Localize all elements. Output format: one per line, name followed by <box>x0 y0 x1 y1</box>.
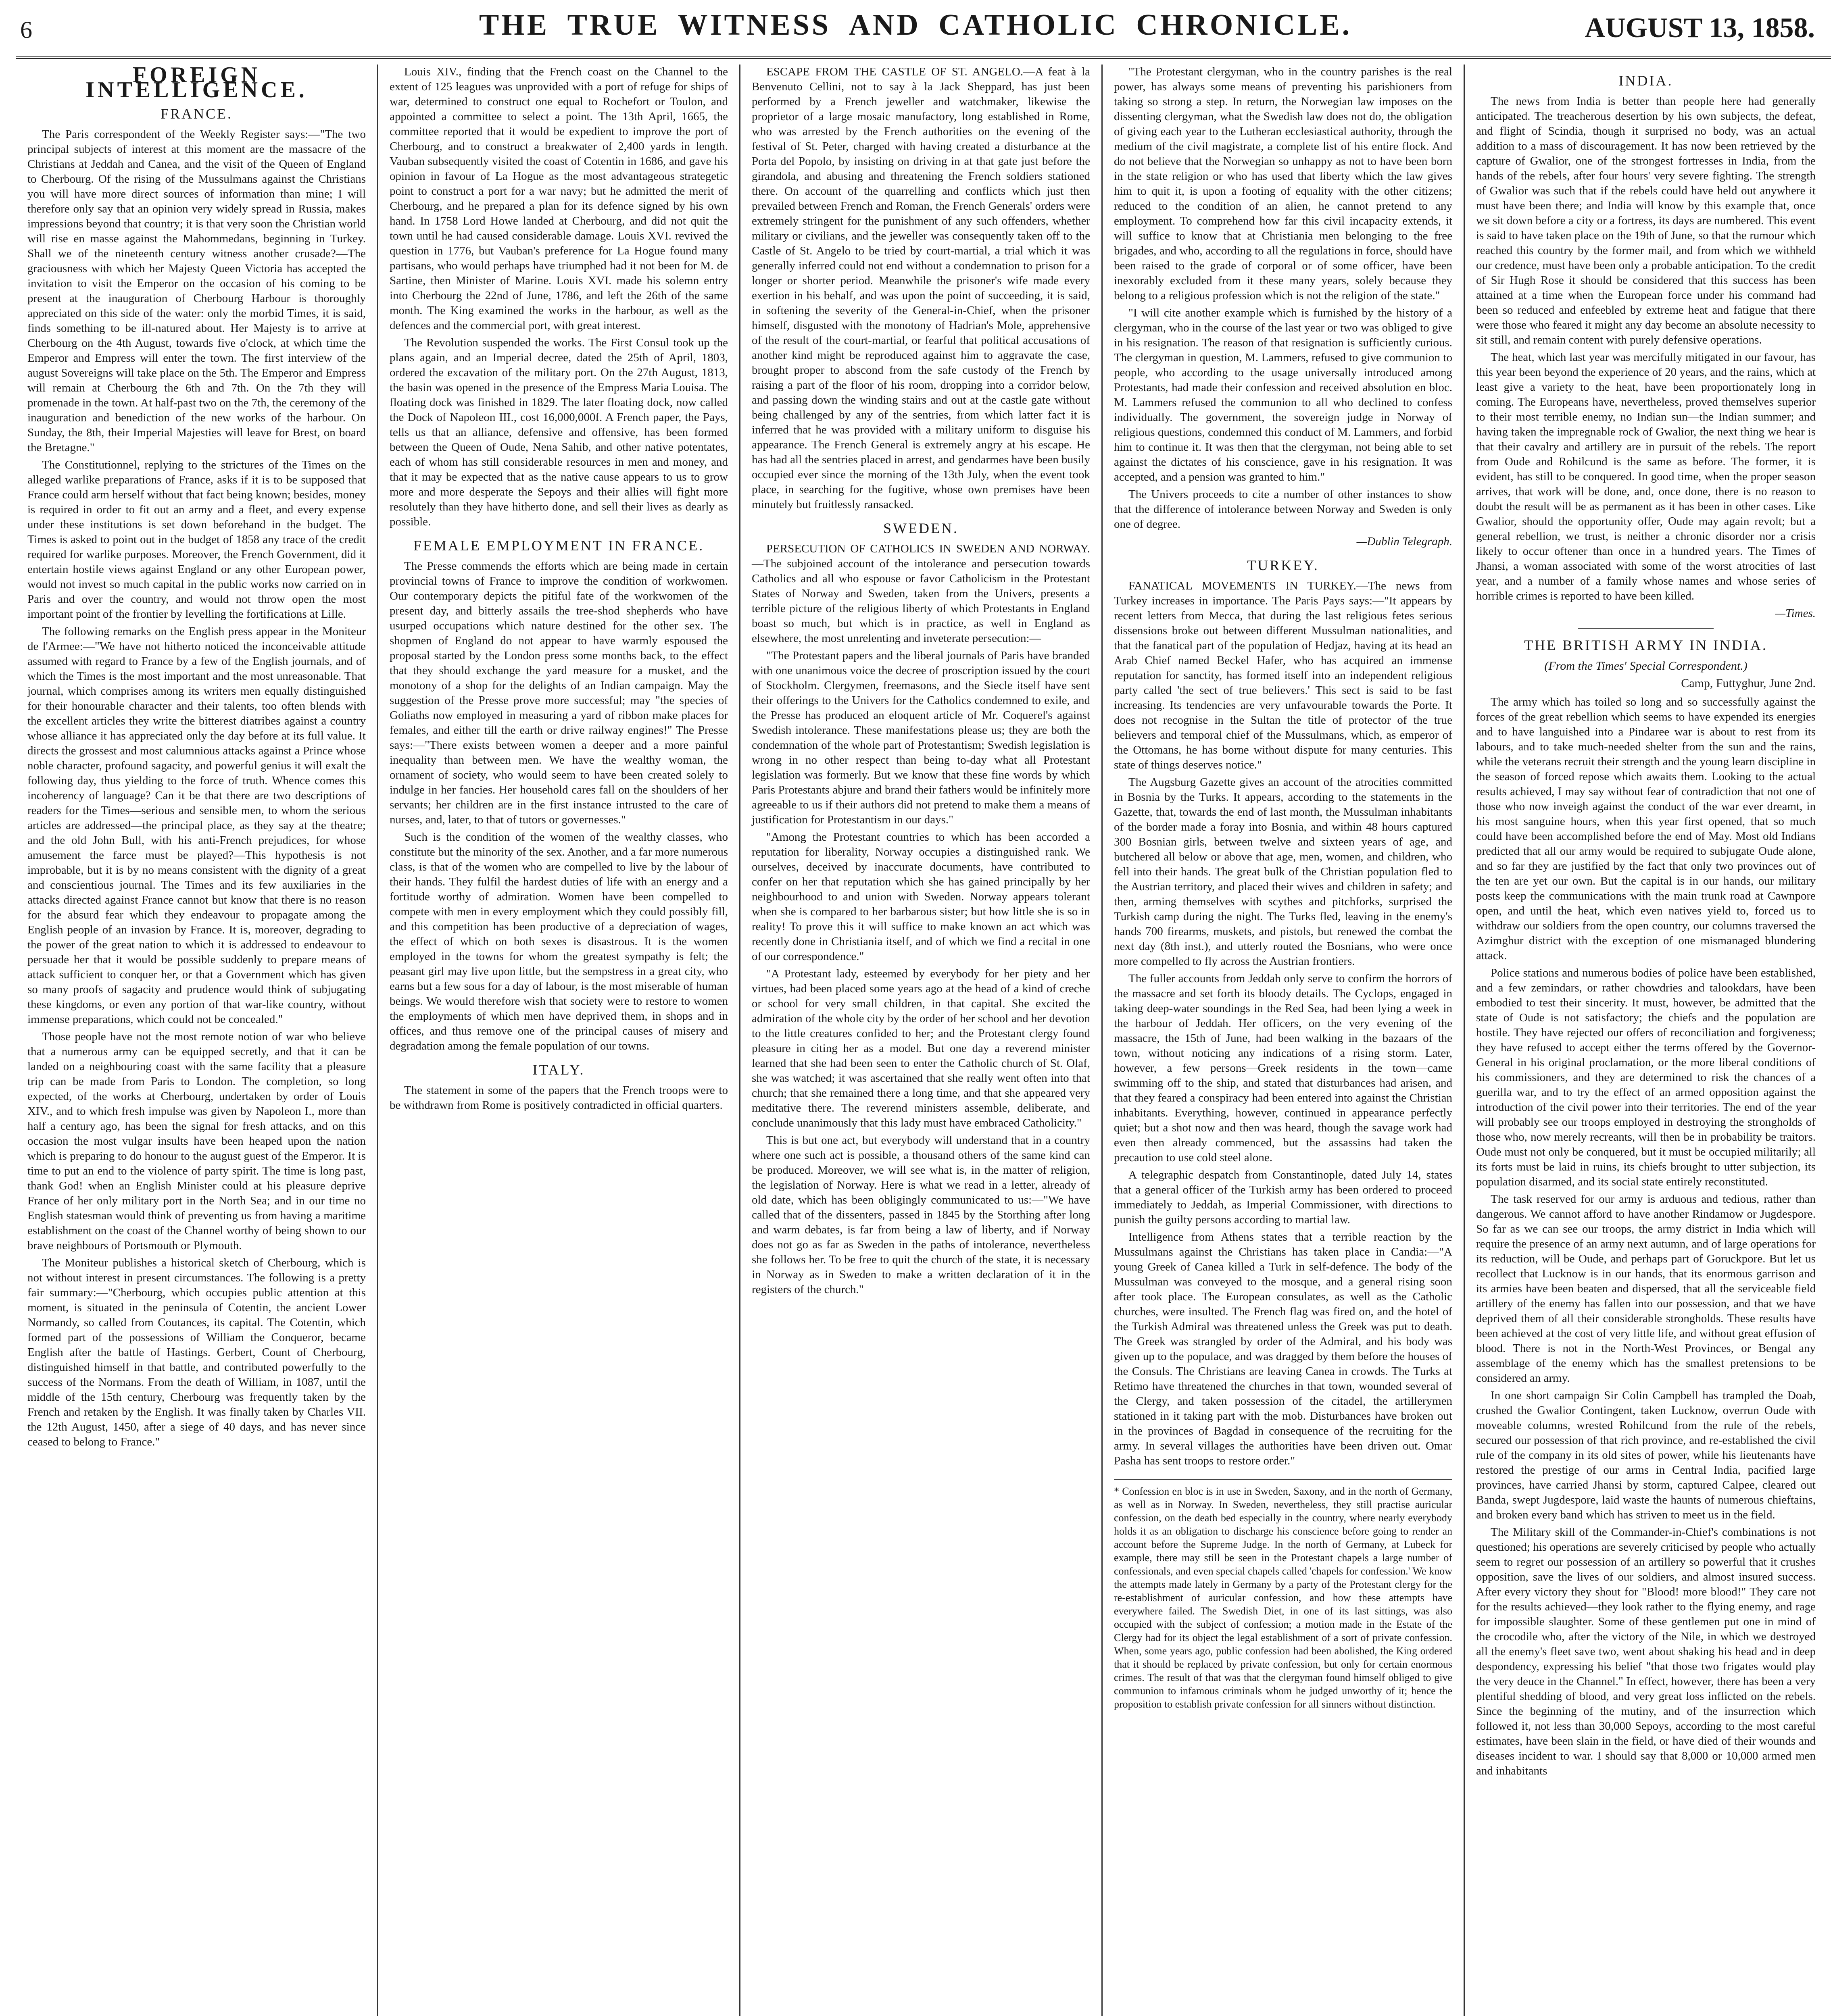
subsection-title: INDIA. <box>1618 73 1673 89</box>
title-word: THE <box>479 8 550 42</box>
article-paragraph: "I will cite another example which is furnished by the history of a clergyman, who in the course of the last year or two was obliged to give in his resignation. The reason of that resignation is sufficiently curious. The clergyman in question, M. Lammers, refused to give communion to people, who according to the usage universally introduced among Protestants, had made their confession and received absolution en bloc. M. Lammers refused the communion to all who declined to confess individually. The government, the sovereign judge in Norway of religious questions, condemned this conduct of M. Lammers, and forbid him to continue it. It was then that the clergyman, not being able to set against the dictates of his conscience, gave in his resignation. It was accepted, and a pension was granted to him." <box>1114 306 1452 483</box>
newspaper-title <box>242 8 1589 42</box>
article-paragraph: The Revolution suspended the works. The First Consul took up the plans again, and an Imperial decree, dated the 25th of April, 1803, ordered the excavation of the military port. On the 27th August, 1813, the basin was opened in the presence of the Empress Maria Louisa. The floating dock was finished in 1829. The later floating dock, now called the Dock of Napoleon III., cost 16,000,000f. A French paper, the Pays, tells us that an alliance, defensive and offensive, has been formed between the Queen of Oude, Nena Sahib, and other native potentates, each of whom has still considerable resources in men and money, and that it may be expected that as the native cause appears to us to grow more and more desperate the Sepoys and their allies will fight more resolutely than they have hitherto done, and sell their lives as dearly as possible. <box>390 336 728 528</box>
article-paragraph: A telegraphic despatch from Constantinople, dated July 14, states that a general officer of the Turkish army has been ordered to proceed immediately to Jeddah, as Imperial Commissioner, with directions to punish the guilty persons according to martial law. <box>1114 1168 1452 1226</box>
title-word: CHRONICLE. <box>1136 8 1352 42</box>
issue-date: AUGUST 13, 1858. <box>1585 12 1815 44</box>
subsection-title: TURKEY. <box>1247 557 1319 573</box>
page-number: 6 <box>20 17 32 43</box>
article-paragraph: The Univers proceeds to cite a number of other instances to show that the difference of intolerance between Norway and Sweden is only one of degree. <box>1114 488 1452 531</box>
article-paragraph: "The Protestant papers and the liberal journals of Paris have branded with one unanimous voice the decree of proscription issued by the court of Stockholm. Clergymen, freemasons, and the Siecle itself have sent their offerings to the Univers for the Catholics condemned to exile, and the Presse has produced an eloquent article of Mr. Coquerel's against Swedish intolerance. These manifestations please us; they are both the condemnation of the whole part of Protestantism; Swedish legislation is wrong in no other respect than being to-day what all Protestant legislation was formerly. But we know that these fine words by which Paris Protestants abjure and brand their fathers would be infinitely more agreeable to us if their authors did not pretend to make them a means of justification for Protestantism in our days." <box>752 649 1090 826</box>
article-paragraph: Such is the condition of the women of the wealthy classes, who constitute but the minority of the sex. Another, and a far more numerous class, is that of the women who are compelled to live by the labour of their hands. They fulfil the hardest duties of life with an energy and a fortitude worthy of admiration. Women have been compelled to compete with men in every employment which they could possibly fill, and this competition has been productive of a depreciation of wages, the effect of which on both sexes is disastrous. It is the women employed in the towns for whom the greatest sympathy is felt; the peasant girl may live upon little, but the sempstress in a great city, who earns but a few sous for a day of labour, is the most miserable of human beings. We would therefore wish that society were to restore to women the employments of which men have deprived them, in shops and in offices, and thus remove one of the principal causes of misery and degradation among the female population of our towns. <box>390 831 728 1052</box>
subsection-title: SWEDEN. <box>883 520 959 536</box>
column-4 <box>1103 65 1465 2016</box>
article-paragraph: The army which has toiled so long and so successfully against the forces of the great rebellion which seems to have expended its energies and to have languished into a Pindaree war is about to rest from its labours, and to take much-needed shelter from the sun and the rains, while the veterans recruit their strength and the young learn discipline in the season of forced repose which awaits them. Looking to the actual results achieved, I may say without fear of contradiction that not one of those who now inveigh against the conduct of the war ever dreamt, in his most sanguine hours, when this year first opened, that so much could have been accomplished before the end of May. Most old Indians predicted that all our army would be required to subjugate Oude alone, and so far they are justified by the fact that only two provinces out of the ten are yet our own. But the capital is in our hands, our military posts keep the communications with the main trunk road at Cawnpore open, and until the heat, which even natives yield to, forced us to withdraw our soldiers from the open country, our columns traversed the Azimghur district with the exception of one mismanaged blundering attack. <box>1476 696 1816 962</box>
article-paragraph: The Paris correspondent of the Weekly Register says:—"The two principal subjects of interest at this moment are the massacre of the Christians at Jeddah and Canea, and the visit of the Queen of England to Cherbourg. Of the rising of the Mussulmans against the Christians you will have more direct sources of information than mine; I will therefore only say that an opinion very widely spread in Russia, makes impressions beyond that country; it is that very soon the Christian world will rise en masse against the Mahommedans, beginning in Turkey. Shall we of the nineteenth century witness another crusade?—The graciousness with which her Majesty Queen Victoria has accepted the invitation to visit the Emperor on the occasion of his coming to be present at the inauguration of Cherbourg Harbour is thoroughly appreciated on this side of the water: only the morbid Times, it is said, finds something to be ill-natured about. Her Majesty is to arrive at Cherbourg on the 4th August, towards five o'clock, at which time the Emperor and Empress will enter the town. The first interview of the august Sovereigns will take place on the 5th. The Emperor and Empress will remain at Cherbourg the 6th and 7th. On the 7th they will promenade in the town. At half-past two on the 7th, the ceremony of the inauguration and benediction of the new works of the harbour. On Sunday, the 8th, their Imperial Majesties will leave for Brest, on board the Bretagne." <box>27 128 366 454</box>
column-2 <box>378 65 740 2016</box>
article-signoff: —Times. <box>1775 607 1816 620</box>
article-paragraph: The Moniteur publishes a historical sketch of Cherbourg, which is not without interest in present circumstances. The following is a pretty fair summary:—"Cherbourg, which occupies public attention at this moment, is situated in the peninsula of Cotentin, the ancient Lower Normandy, so called from Coutances, its capital. The Cotentin, which formed part of the possessions of William the Conqueror, became English after the battle of Hastings. Gerbert, Count of Cherbourg, distinguished himself in that battle, and contributed powerfully to the success of the Normans. From the death of William, in 1087, until the middle of the 15th century, Cherbourg was frequently taken by the French and retaken by the English. It was finally taken by Charles VII. the 12th August, 1450, after a siege of 40 days, and has never since ceased to belong to France." <box>27 1256 366 1448</box>
article-paragraph: Intelligence from Athens states that a terrible reaction by the Mussulmans against the Christians has taken place in Candia:—"A young Greek of Canea killed a Turk in self-defence. The body of the Mussulman was conveyed to the mosque, and a general rising soon after took place. The European consulates, as well as the Catholic churches, were insulted. The French flag was fired on, and the hotel of the Turkish Admiral was threatened unless the Greek was put to death. The Greek was strangled by order of the Admiral, and his body was given up to the populace, and was dragged by them before the houses of the Consuls. The Christians are leaving Canea in crowds. The Turks at Retimo have threatened the churches in that town, wounded several of the Clergy, and taken possession of the citadel, the artillerymen stationed in it taking part with the mob. Disturbances have broken out in the provinces of Bagdad in consequence of the recruiting for the army. In several villages the authorities have been driven out. Omar Pasha has sent troops to restore order." <box>1114 1231 1452 1467</box>
byline: (From the Times' Special Correspondent.) <box>1544 659 1748 673</box>
subsection-title: ITALY. <box>532 1062 585 1078</box>
article-paragraph: The following remarks on the English press appear in the Moniteur de l'Armee:—"We have not hitherto noticed the inconceivable attitude assumed with regard to France by a few of the English journals, and of which the Times is the most important and the most unreasonable. That journal, which comprises among its writers men equally distinguished for their honourable character and their talents, too often blends with the excellent articles they write the bitterest diatribes against a country whose alliance it has appreciated only the day before at its full value. It directs the grossest and most calumnious attacks against a Prince whose noble character, profound sagacity, and powerful genius it will exalt the following day, thus yielding to the force of truth. Whence comes this incoherency of language? Can it be that there are two descriptions of readers for the Times—serious and sensible men, to whom the serious articles are addressed—the principal place, as they say at the theatre; and the old John Bull, with his anti-French prejudices, for whose amusement the farce must be played?—This hypothesis is not improbable, but it is by no means consistent with the dignity of a great and conscientious journal. The Times and its few auxiliaries in the attacks directed against France cannot but know that there is no reason for the absurd fear which they endeavour to propagate among the English people of an invasion by France. It is, moreover, degrading to the power of the great nation to which it is addressed to endeavour to persuade her that it would be possible suddenly to prepare means of attack sufficient to conquer her, or that a Government which has given so many proofs of sagacity and prudence would think of subjugating these kingdoms, or even any portion of that war-like country, without immense preparations, which could not be concealed." <box>27 625 366 1026</box>
title-word: TRUE <box>567 8 660 42</box>
title-word: AND <box>849 8 921 42</box>
article-signoff: —Dublin Telegraph. <box>1356 535 1452 548</box>
column-1 <box>16 65 378 2016</box>
article-paragraph: "A Protestant lady, esteemed by everybody for her piety and her virtues, had been placed some years ago at the head of a kind of creche or school for very small children, in that capital. She excited the admiration of the whole city by the order of her school and her devotion to the little creatures confided to her; and the Protestant clergy found pleasure in citing her as a model. But one day a reverend minister learned that she had been seen to enter the Catholic church of St. Olaf, she was watched; it was ascertained that she really went often into that church; that she remained there a long time, and that she appeared very meditative there. The reverend ministers assemble, deliberate, and conclude unanimously that this lady must have embraced Catholicity." <box>752 967 1090 1129</box>
article-paragraph: The Military skill of the Commander-in-Chief's combinations is not questioned; his operations are severely criticised by people who actually seem to regret our possession of an artillery so powerful that it crushes opposition, save the lives of our soldiers, and almost insured success. After every victory they shout for "Blood! more blood!" They care not for the results achieved—they look rather to the flying enemy, and rage for impossible slaughter. Some of these gentlemen put one in mind of the crocodile who, after the victory of the Nile, in which we destroyed all the enemy's fleet save two, went about shaking his head and in deep despondency, expressing his belief "that those two frigates would play the very deuce in the Channel." In effect, however, there has been a very plentiful shedding of blood, and very great loss inflicted on the rebels. Since the beginning of the mutiny, and of the insurrection which followed it, not less than 30,000 Sepoys, according to the most careful estimates, have been slain in the field, or have died of their wounds and diseases incident to war. I should say that 8,000 or 10,000 armed men and inhabitants <box>1476 1526 1816 1777</box>
article-paragraph: "The Protestant clergyman, who in the country parishes is the real power, has always some means of preventing his parishioners from taking so strong a step. In return, the Norwegian law imposes on the dissenting clergyman, what the Swedish law does not do, the obligation of giving each year to the Lutheran ecclesiastical authority, through the medium of the civil magistrate, a complete list of his entire flock. And do not believe that the Norwegian so unhappy as not to have been born in the state religion or who has used that liberty which the law gives him to quit it, is upon a footing of equality with the other citizens; reduced to the condition of an alien, he cannot pretend to any employment. To comprehend how far this civil incapacity extends, it will suffice to know that at Christiania men belonging to the free brigades, and who, according to all the regulations in force, should have been raised to the grade of corporal or of some officer, have been inexorably excluded from it these many years, solely because they belong to a religious profession which is not the religion of the state." <box>1114 65 1452 302</box>
article-paragraph: ESCAPE FROM THE CASTLE OF ST. ANGELO.—A feat à la Benvenuto Cellini, not to say à la Jack Sheppard, has just been performed by a French jeweller and watchmaker, likewise the proprietor of a large mosaic manufactory, long established in Rome, who was arrested by the French authorities on the evening of the festival of St. Peter, charged with having created a disturbance at the Porta del Popolo, by insisting on driving in at that gate just before the girandola, and abusing and threatening the French soldiers stationed there. On account of the quarrelling and conflicts which just then prevailed between French and Roman, the French Generals' orders were extremely stringent for the punishment of any such offenders, whether military or civilians, and the jeweller was consequently taken off to the Castle of St. Angelo to be tried by court-martial, a trial which it was generally inferred could not end without a condemnation to prison for a longer or shorter period. Meanwhile the prisoner's wife made every exertion in his behalf, and was upon the point of succeeding, it is said, in softening the severity of the General-in-Chief, when the prisoner himself, disgusted with the monotony of Hadrian's Mole, apprehensive of the result of the court-martial, or fearful that political accusations of another kind might be reproduced against him to aggravate the case, brought proper to abscond from the safe custody of the French by raising a part of the floor of his room, dropping into a corridor below, and passing down the winding stairs and out at the castle gate without being challenged by any of the sentries, from which latter fact it is inferred that he was provided with a military uniform to disguise his appearance. The French General is extremely angry at his escape. He has had all the sentries placed in arrest, and gendarmes have been busily occupied ever since the morning of the 13th July, when the event took place, in searching for the fugitive, whose own premises have been minutely but fruitlessly ransacked. <box>752 65 1090 511</box>
article-paragraph: The heat, which last year was mercifully mitigated in our favour, has this year been beyond the experience of 20 years, and the rains, which at least give a variety to the heat, have been proportionately long in coming. The Europeans have, nevertheless, proved themselves superior to their most terrible enemy, no Indian sun—the Indian summer; and having taken the impregnable rock of Gwalior, the next thing we hear is that their cavalry and artillery are in pursuit of the rebels. The report from Oude and Rohilcund is the same as before. The former, it is evident, has still to be conquered. In good time, when the proper season arrives, that work will be done, and, once done, there is no reason to doubt the result will be as permanent as it has been in other cases. Like Gwalior, should the opportunity offer, Oude may again revolt; but a general rebellion, we trust, is neither a chronic disorder nor a crisis likely to occur oftener than once in a hundred years. The Times of Jhansi, a woman associated with some of the worst atrocities of last year, and a number of a family whose names and whose series of horrible crimes is reported to have been killed. <box>1476 351 1816 602</box>
divider <box>1578 628 1714 629</box>
subsection-title: FRANCE. <box>160 106 233 122</box>
masthead <box>16 0 1831 59</box>
title-word: WITNESS <box>678 8 831 42</box>
subsection-title: FEMALE EMPLOYMENT IN FRANCE. <box>413 537 705 554</box>
article-paragraph: The Presse commends the efforts which are being made in certain provincial towns of France to improve the condition of workwomen. Our contemporary depicts the pitiful fate of the workwomen of the present day, and bitterly assails the tree-shod shepherds who have usurped occupations which nature destined for the other sex. The shopmen of England do not appear to have warmly espoused the proposal started by the London press some months back, to the effect that they should exchange the yard measure for a musket, and the monotony of a shop for the delights of an Indian campaign. May the suggestion of the Presse prove more successful; may "the species of Goliaths now employed in measuring a yard of ribbon make places for females, and either till the earth or drive railway engines!" The Presse says:—"There exists between women a deeper and a more painful inequality than between men. We have the wealthy woman, the ornament of society, who would seem to have been created solely to indulge in her fancies. Her household cares fall on the shoulders of her servants; her children are in the first instance intrusted to the care of nurses, and, later, to that of tutors or governesses." <box>390 560 728 826</box>
dateline: Camp, Futtyghur, June 2nd. <box>1681 677 1816 690</box>
article-paragraph: The statement in some of the papers that the French troops were to be withdrawn from Rome is positively contradicted in official quarters. <box>390 1084 728 1112</box>
article-paragraph: This is but one act, but everybody will understand that in a country where one such act is possible, a thousand others of the same kind can be produced. Moreover, we will see what is, in the matter of religion, the legislation of Norway. Here is what we read in a letter, already of old date, which has been obligingly communicated to us:—"We have called that of the dissenters, passed in 1845 by the Storthing after long and warm debates, is far from being a law of liberty, and if Norway does not go as far as Sweden in the paths of intolerance, nevertheless she follows her. To be free to quit the church of the state, it is necessary in Norway as in Sweden to make a written declaration of it in the registers of the church." <box>752 1134 1090 1296</box>
article-paragraph: The fuller accounts from Jeddah only serve to confirm the horrors of the massacre and set forth its bloody details. The Cyclops, engaged in taking deep-water soundings in the Red Sea, had been lying a week in the harbour of Jeddah. Her officers, on the very evening of the massacre, the 15th of June, had been walking in the bazaars of the town, without noticing any indications of a rising storm. Later, however, a few persons—Greek residents in the town—came swimming off to the ship, and stated that disturbances had arisen, and that they feared a conspiracy had been entered into against the Christian inhabitants. Everything, however, continued in appearance perfectly quiet; but a shot now and then was heard, though the savage work had even then already commenced, but the assassins had taken the precaution to use cold steel alone. <box>1114 972 1452 1164</box>
subsection-title: THE BRITISH ARMY IN INDIA. <box>1524 637 1768 653</box>
title-word: CATHOLIC <box>938 8 1118 42</box>
article-paragraph: Police stations and numerous bodies of police have been established, and a few zemindars, or rather chowdries and talookdars, have been embodied to test their sincerity. It must, however, be admitted that the state of Oude is not satisfactory; the chiefs and the population are hostile. They have rejected our offers of reconciliation and forgiveness; they have refused to accept either the terms offered by the Governor-General in his original proclamation, or the more liberal conditions of his commissioners, and they are determined to risk the chances of a guerilla war, and to try the effect of an armed opposition against the introduction of the civil power into their territories. The end of the year will probably see our troops employed in destroying the strongholds of those who, now merely recreants, will then be in probability be traitors. Oude must not only be conquered, but it must be occupied militarily; all its forts must be laid in ruins, its chiefs brought to utter subjection, its population disarmed, and its social state entirely reconstituted. <box>1476 966 1816 1188</box>
article-paragraph: "Among the Protestant countries to which has been accorded a reputation for liberality, Norway occupies a distinguished rank. We ourselves, deceived by inaccurate documents, have contributed to confer on her that reputation which she has gained principally by her neighbourhood to and union with Sweden. Norway appears tolerant when she is compared to her barbarous sister; but how little she is so in reality! To prove this it will suffice to make known an act which was recently done in Christiania itself, and of which we find a recital in one of our correspondence." <box>752 831 1090 963</box>
article-paragraph: PERSECUTION OF CATHOLICS IN SWEDEN AND NORWAY.—The subjoined account of the intolerance and persecution towards Catholics and all who espouse or favor Catholicism in the Protestant States of Norway and Sweden, taken from the Univers, presents a terrible picture of the religious liberty of which Protestants in England boast so much, but which is in practice, as well in England as elsewhere, the most unrelenting and inveterate persecution:— <box>752 542 1090 645</box>
column-3 <box>740 65 1103 2016</box>
column-5 <box>1465 65 1827 2016</box>
article-paragraph: Those people have not the most remote notion of war who believe that a numerous army can be equipped secretly, and that it can be landed on a neighbouring coast with the same facility that a pleasure trip can be made from Paris to London. The completion, so long expected, of the works at Cherbourg, undertaken by order of Louis XIV., and to which fresh impulse was given by Napoleon I., more than half a century ago, has been the signal for fresh attacks, and on this occasion the most vulgar insults have been heaped upon the nation which is preparing to do honour to the august guest of the Emperor. It is time to put an end to the violence of party spirit. The time is long past, thank God! when an English Minister could at his pleasure deprive France of her only military port in the North Sea; and in our time no English statesman would think of preventing us from having a maritime establishment on the coast of the Channel worthy of being shown to our brave neighbours of Portsmouth or Plymouth. <box>27 1030 366 1252</box>
article-paragraph: The task reserved for our army is arduous and tedious, rather than dangerous. We cannot afford to have another Rindamow or Jugdespore. So far as we can see our troops, the army district in India which will require the presence of an army next autumn, and of large operations for its reduction, will be Oude, and perhaps part of Goruckpore. But let us recollect that Lucknow is in our hands, that its enormous garrison and its armies have been beaten and dispersed, that all the serviceable field artillery of the enemy has fallen into our possession, and that we have deprived them of all their considerable strongholds. These results have been achieved at the cost of very little life, and without great effusion of blood. There is not in the North-West Provinces, or Bengal any assemblage of the enemy which has the smallest pretensions to be considered an army. <box>1476 1193 1816 1385</box>
article-paragraph: The news from India is better than people here had generally anticipated. The treacherous desertion by his own subjects, the defeat, and flight of Scindia, though it surprised no body, was an actual addition to a mass of discouragement. It has now been retrieved by the capture of Gwalior, one of the strongest fortresses in India, from the hands of the rebels, after four hours' very severe fighting. The strength of Gwalior was such that if the rebels could have held out anywhere it must have been there; and India will know by this example that, once we sit down before a city or a fortress, its days are numbered. This event is said to have taken place on the 19th of June, so that the rumour which reached this country by the former mail, and from which we withheld our credence, must have been only a probable anticipation. To the credit of Sir Hugh Rose it should be considered that this success has been attained at a time when the European force under his command had been so reduced and enfeebled by extreme heat and fatigue that there were those who feared it might any day become an absolute necessity to sit still, and remain content with purely defensive operations. <box>1476 95 1816 346</box>
article-paragraph: The Constitutionnel, replying to the strictures of the Times on the alleged warlike preparations of France, asks if it is to be supposed that France could arm herself without that fact being known; besides, money is required in order to fit out an army and a fleet, and every expense under these institutions is set down beforehand in the budget. The Times is asked to point out in the budget of 1858 any trace of the credit required for warlike purposes. Moreover, the French Government, did it entertain hostile views against England or any other European power, would not invest so much capital in the public works now carried on in Paris and over the country, and would not throw open the most important point of the frontier by levelling the fortifications at Lille. <box>27 458 366 621</box>
footnote: * Confession en bloc is in use in Sweden, Saxony, and in the north of Germany, as well as in Norway. In Sweden, nevertheless, they still practise auricular confession, on the death bed especially in the country, where nearly everybody holds it as an obligation to discharge his conscience before going to render an account before the Supreme Judge. In the north of Germany, at Lubeck for example, there may still be seen in the Protestant chapels a large number of confessionals, and even special chapels called 'chapels for confession.' We know the attempts made lately in Germany by a party of the Protestant clergy for the re-establishment of auricular confession, and how these attempts have everywhere failed. The Swedish Diet, in one of its last sittings, was also occupied with the subject of confession; a motion made in the Estate of the Clergy had for its object the legal establishment of a sort of private confession. When, some years ago, public confession had been abolished, the King ordered that it should be replaced by private confession, but only for certain enormous crimes. The result of that was that the clergyman found himself obliged to give communion to infamous criminals whom he judged unworthy of it; hence the proposition to establish private confession for all sinners without distinction. <box>1114 1479 1452 1711</box>
article-paragraph: Louis XIV., finding that the French coast on the Channel to the extent of 125 leagues was unprovided with a port of refuge for ships of war, determined to construct one equal to Rochefort or Toulon, and appointed a committee to select a point. The 13th April, 1665, the committee reported that it would be expedient to improve the port of Cherbourg, and to construct a breakwater of 2,400 yards in length. Vauban subsequently visited the coast of Cotentin in 1686, and gave his opinion in favour of La Hogue as the most advantageous strategetic point to construct a port for a war navy; but he admitted the merit of Cherbourg, and he prepared a plan for its defence signed by his own hand. In 1758 Lord Howe landed at Cherbourg, and did not quit the town until he had caused considerable damage. Louis XVI. revived the question in 1776, but Vauban's preference for La Hogue found many partisans, who would perhaps have triumphed had it not been for M. de Sartine, then Minister of Marine. Louis XVI. made his solemn entry into Cherbourg the 22nd of June, 1786, and left the 26th of the same month. The King examined the works in the harbour, as well as the defences and the commercial port, with great interest. <box>390 65 728 332</box>
article-paragraph: In one short campaign Sir Colin Campbell has trampled the Doab, crushed the Gwalior Contingent, taken Lucknow, overrun Oude with moveable columns, wrested Rohilcund from the rule of the rebels, secured our possession of that rich province, and re-established the civil rule of the company in its old sites of power, while his lieutenants have restored the prestige of our arms in Central India, pacified large provinces, have carried Jhansi by storm, captured Calpee, cleared out Banda, swept Jugdespore, laid waste the haunts of numerous chieftains, and broken every band which has striven to meet us in the field. <box>1476 1389 1816 1521</box>
article-paragraph: FANATICAL MOVEMENTS IN TURKEY.—The news from Turkey increases in importance. The Paris Pays says:—"It appears by recent letters from Mecca, that during the last religious fetes serious dissensions broke out between different Mussulman nationalities, and that the fanatical part of the population of Hedjaz, having at its head an Arab Chief named Beckel Hafer, who has acquired an immense reputation for sanctity, has formed itself into an independent religious party called 'the sect of true believers.' This sect is said to be fast increasing. Its tendencies are very unfavourable towards the Porte. It does not recognise in the Sultan the title of protector of the true believers and temporal chief of the Mussulmans, which, as emperor of the Ottomans, he has borne without dispute for many centuries. This state of things deserves notice." <box>1114 579 1452 771</box>
article-paragraph: The Augsburg Gazette gives an account of the atrocities committed in Bosnia by the Turks. It appears, according to the statements in the Gazette, that, towards the end of last month, the Mussulman inhabitants of the border made a foray into Bosnia, and within 48 hours captured 300 Bosnian girls, between twelve and sixteen years of age, and butchered all below or above that age, men, women, and children, who fell into their hands. The great bulk of the Christian population fled to the Austrian territory, and placed their wives and children in safety; and then, arming themselves with scythes and pitchforks, surprised the Turkish camp during the night. The Turks fled, leaving in the enemy's hands 700 firearms, muskets, and pistols, but renewed the combat the next day (8th inst.), and utterly routed the Bosnians, who were once more compelled to fly across the Austrian frontiers. <box>1114 776 1452 968</box>
article-columns <box>16 65 1827 2016</box>
section-title: FOREIGN INTELLIGENCE. <box>85 65 308 102</box>
